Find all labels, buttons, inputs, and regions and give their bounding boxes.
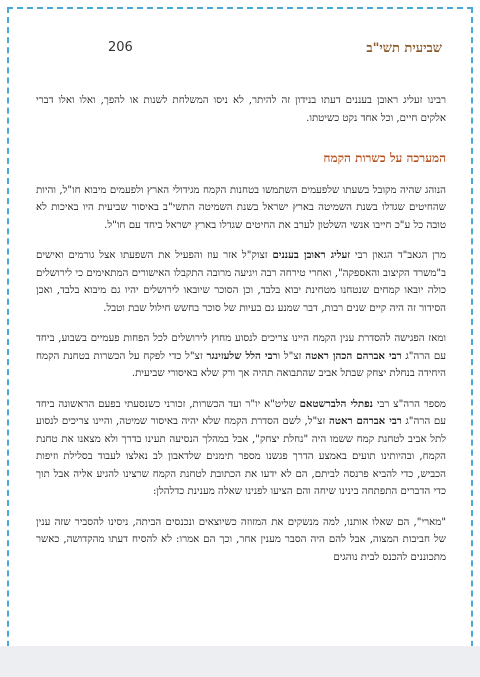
body-paragraph: הנוהג שהיה מקובל בשעתו שלפעמים השתמשו בטחנות הקמח מגידולי הארץ ולפעמים מיבוא חו"ל, והיות שהחיטים שגדלו בשנת השמיטה בארץ ישראל בשנת השמיטה התשי"ב באיסור שביעית היו באיכות לא טובה כל ע"כ חייבו אנשי השלטון לערב את החיטים שגדלו בארץ ישראל ביחד עם חו"ל. [36, 184, 446, 231]
page-header [38, 40, 442, 60]
frame-border-right [471, 7, 473, 677]
bold-name: זעליג ראובן בעננים [272, 249, 351, 261]
body-paragraph [36, 330, 446, 383]
intro-paragraph: רבינו זעליג ראובן בעננים דעתו בנידון זה להיתר, לא ניסו המשלחת לשנות או להפך, ואלו ואלו דברי אלקים חיים, וכל אחד נקט כשיטתו. [36, 95, 446, 124]
frame-border-top [7, 7, 473, 9]
body-paragraph [36, 247, 446, 317]
bold-name: רבי אברהם הכהן ראטה [305, 349, 402, 362]
text-run: ומאז הפגישה להסדרת ענין הקמח היינו צריכים לנסוע מחוץ לירושלים לכל הפחות פעמיים בשבוע, ביחד עם הרה"ג [36, 333, 446, 362]
footer-band [0, 646, 480, 677]
bold-name: רבי אברהם ראטה [329, 415, 402, 427]
page-number: 206 [108, 40, 133, 55]
text-run: זצ"ל, לשם הסדרת הקמח שלא יהיה באיסור שמיטה, והיינו צריכים לנסוע לתל אביב לטחנת קמח ששמו היה "נחלת יצחק", אבל במהלך הנסיעה תעינו בדרך ולא מצאנו את טחנת הקמח, ובהיותינו תועים באמצע הדרך פגשנו מספר תימנים שלדאבון לב נאלצו לעבוד בסלילת וזיפות הכביש, כדי להביא פרנסה לביתם, הם לא ידעו את הכתובת לטחנת הקמח שרצינו להגיע אליה אבל תוך כדי הדברים התפתחה בינינו שיחה והם הציעו לפנינו שאלה מענינת כדלהלן: [36, 416, 446, 497]
text-run: זצ"ל ו [277, 350, 306, 362]
body-paragraph: "מארי", הם שאלו אותנו, למה מנשקים את המזוזה כשיוצאים ונכנסים הביתה, ניסינו להסביר שזה ענין של חביבות המצוה, אבל להם היה הסבר מענין אחר, וכך הם אמרו: לא להסיח דעתו מהקדושה, כאשר מתכוננים להכנס לבית נוהגים [36, 516, 446, 563]
section-heading: המערכה על כשרות הקמח [323, 151, 446, 165]
text-run: זצוק"ל אזר עוז והפעיל את השפעתו אצל גורמים ואישים ב"משרד הקיצוב והאספקה", ואחרי טירחה רבה ויגיעה מרובה התקבלו האישורים המתאימים כי לירושלים כולה יובאו קמחים שנטחנו מטחינת יבוא בלבד, וכן הסוכר שיובאו לירושלים יהיו גם מיבוא בלבד, ואכן הסידור זה היה קיים שנים רבות, דבר שמנע גם בעיות של סוכר בחשש חילול שבת וטבל. [36, 250, 446, 314]
text-run: מספר הרה"צ רבי [373, 398, 446, 410]
bold-name: נפתלי הלברשטאם [299, 397, 373, 410]
bold-name: רבי הלל שלעזינגר [206, 349, 278, 362]
frame-border-left [7, 7, 9, 677]
body-paragraph [36, 396, 446, 501]
text-run: זצ"ל כדי לפקח על הכשרות בטחנת הקמח היחידה בנחלת יצחק שבתל אביב שהתבואה תהיה אך ורק שלא באיסורי שביעית. [36, 350, 446, 379]
page-body [36, 92, 446, 579]
running-title: שביעית תשי"ב [366, 41, 442, 56]
text-run: שליט"א יו"ר ועד הכשרות, זכורני כשנסעתי בפעם הראשונה ביחד עם הרה"ג [36, 398, 446, 427]
text-run: מרן הגאב"ד הגאון רבי [350, 250, 446, 261]
